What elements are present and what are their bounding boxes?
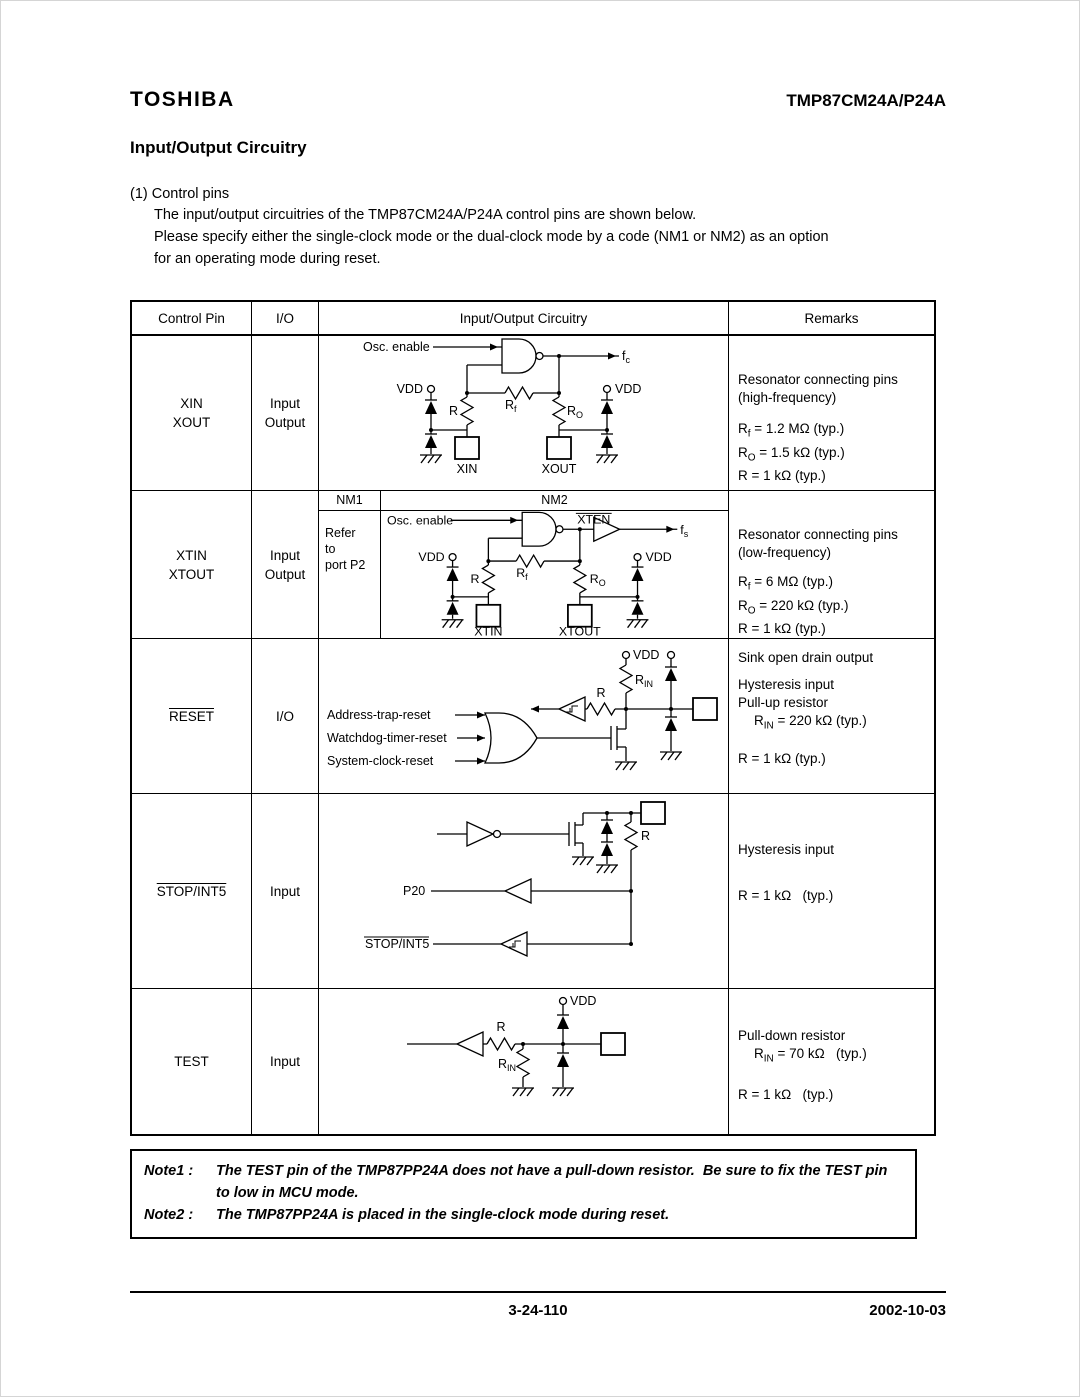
ground-icon xyxy=(596,455,618,463)
r-label: R xyxy=(470,571,480,586)
document-header xyxy=(130,88,946,118)
arrowhead-icon xyxy=(477,735,485,742)
remark-line: $R_O = 220$ kΩ (typ.) xyxy=(738,597,849,617)
intro-line: The input/output circuitries of the TMP87CM24A/P24A control pins are shown below. xyxy=(154,207,697,223)
circuit-cell-test xyxy=(319,989,729,1134)
refer-line: to xyxy=(325,542,336,556)
resistor-ro xyxy=(553,397,565,425)
ground-icon xyxy=(627,620,649,628)
io-value: Input xyxy=(269,883,301,899)
system-clock-reset-label: System-clock-reset xyxy=(327,754,434,768)
arrowhead-icon xyxy=(510,517,518,524)
remark-line: $R_{IN} = 220$ kΩ (typ.) xyxy=(754,713,867,732)
note-item xyxy=(144,1204,903,1226)
io-cell xyxy=(252,794,319,989)
vdd-terminal xyxy=(560,998,567,1005)
vdd-label: VDD xyxy=(615,382,642,396)
diode-icon xyxy=(665,717,677,731)
remark-line: Hysteresis input xyxy=(738,677,835,692)
refer-line: port P2 xyxy=(325,558,366,572)
io-value: I/O xyxy=(275,708,294,724)
diode-icon xyxy=(557,1053,569,1067)
stop-int5-label: STOP/INT5 xyxy=(365,937,430,951)
inverter-icon xyxy=(467,822,493,846)
arrowhead-icon xyxy=(531,706,539,713)
diode-icon xyxy=(425,434,437,448)
io-value: Input xyxy=(269,547,301,563)
circuit-cell-xin-xout xyxy=(319,336,729,491)
intro-line: Please specify either the single-clock mode or the dual-clock mode by a code (NM1 or NM2) as an option xyxy=(154,229,829,245)
pin-name: STOP/INT5 xyxy=(156,883,227,899)
document-date: 2002-10-03 xyxy=(869,1302,946,1319)
remark-line: Sink open drain output xyxy=(738,650,874,665)
io-value: Output xyxy=(264,415,306,430)
vdd-terminal xyxy=(623,652,630,659)
ground-icon xyxy=(552,1088,574,1096)
diode-icon xyxy=(665,667,677,681)
hysteresis-symbol xyxy=(509,941,521,947)
table-row-xin-xout xyxy=(132,336,934,491)
circuit-cell-reset xyxy=(319,639,729,794)
circuit-cell-stop-int5 xyxy=(319,794,729,989)
vdd-label: VDD xyxy=(645,550,672,565)
note-label: Note2 : xyxy=(144,1207,194,1223)
resistor-rin xyxy=(517,1049,529,1077)
ground-icon xyxy=(512,1088,534,1096)
note-item xyxy=(144,1160,903,1204)
remark-line: Resonator connecting pins xyxy=(738,527,898,542)
diode-icon xyxy=(447,567,459,581)
remark-line: (low-frequency) xyxy=(738,545,832,560)
table-row-stop-int5 xyxy=(132,794,934,989)
xtin-pad xyxy=(476,605,500,627)
osc-enable-label: Osc. enable xyxy=(363,340,430,354)
ground-icon xyxy=(442,620,464,628)
intro-line: for an operating mode during reset. xyxy=(154,251,381,267)
nm-subbody xyxy=(319,511,728,638)
io-cell xyxy=(252,989,319,1134)
stop-int5-pad xyxy=(641,802,665,824)
nand-gate-icon xyxy=(502,339,543,373)
vdd-label: VDD xyxy=(633,648,660,662)
part-number: TMP87CM24A/P24A xyxy=(786,91,946,110)
osc-enable-label: Osc. enable xyxy=(386,513,454,528)
arrowhead-icon xyxy=(477,712,485,719)
control-pin-cell xyxy=(132,794,252,989)
io-cell xyxy=(252,336,319,491)
remark-line: R = 1 kΩ (typ.) xyxy=(738,621,826,637)
hysteresis-buffer-icon xyxy=(501,932,527,956)
address-trap-reset-label: Address-trap-reset xyxy=(327,708,431,722)
xin-xout-circuit-diagram xyxy=(319,336,727,487)
r-label: R xyxy=(496,1020,506,1034)
nm-subheader xyxy=(319,491,728,511)
io-value: Input xyxy=(269,396,301,411)
diode-icon xyxy=(557,1015,569,1029)
diode-icon xyxy=(601,434,613,448)
remark-line: R = 1 kΩ (typ.) xyxy=(738,468,826,484)
io-value: Input xyxy=(269,1054,301,1069)
r-label: R xyxy=(641,829,651,843)
resistor-r xyxy=(625,822,637,850)
remark-line: R = 1 kΩ (typ.) xyxy=(738,1086,834,1102)
remarks-cell xyxy=(729,794,934,989)
watchdog-timer-reset-label: Watchdog-timer-reset xyxy=(327,731,447,745)
rf-label: $R_f$ xyxy=(505,398,517,414)
arrowhead-icon xyxy=(608,353,616,360)
remark-line: Hysteresis input xyxy=(738,842,835,857)
notes-box xyxy=(130,1149,917,1239)
remark-line: (high-frequency) xyxy=(738,390,837,405)
or-gate-icon xyxy=(485,713,537,763)
note-text: The TEST pin of the TMP87PP24A does not have a pull-down resistor. Be sure to fix the TEST pin to low in MCU mode. xyxy=(216,1163,892,1201)
refer-line: Refer xyxy=(325,526,356,540)
pin-name: RESET xyxy=(168,708,214,724)
remark-line: R = 1 kΩ (typ.) xyxy=(738,750,826,766)
diode-icon xyxy=(601,820,613,834)
diode-icon xyxy=(601,400,613,414)
vdd-label: VDD xyxy=(396,382,423,396)
resistor-rin xyxy=(620,665,632,693)
remark-line: $R_f = 1.2$ MΩ (typ.) xyxy=(738,421,845,440)
col-header-io: I/O xyxy=(252,302,319,336)
remarks-cell xyxy=(729,989,934,1134)
inverter-bubble xyxy=(494,831,501,838)
remark-line: Pull-up resistor xyxy=(738,695,829,710)
diode-icon xyxy=(601,842,613,856)
ro-label: $R_O$ xyxy=(589,571,606,588)
col-header-remarks: Remarks xyxy=(729,302,934,336)
diode-icon xyxy=(447,601,459,615)
col-header-control-pin: Control Pin xyxy=(132,302,252,336)
ro-label: $R_O$ xyxy=(567,404,584,420)
ground-icon xyxy=(660,752,682,760)
xtin-xtout-circuit-diagram xyxy=(381,511,727,637)
resistor-r xyxy=(482,565,494,593)
stop-int5-circuit-diagram xyxy=(319,794,727,987)
rf-label: $R_f$ xyxy=(516,565,528,582)
page-title: Input/Output Circuitry xyxy=(130,138,307,157)
intro-paragraph xyxy=(154,204,946,270)
remark-line: Pull-down resistor xyxy=(738,1028,846,1043)
buffer-icon xyxy=(457,1032,483,1056)
io-cell xyxy=(252,491,319,639)
xtout-pad-label: XTOUT xyxy=(558,624,601,637)
toshiba-logo: TOSHIBA xyxy=(130,88,235,111)
reset-pad xyxy=(693,698,717,720)
nm1-note xyxy=(319,511,381,638)
table-header-row xyxy=(132,302,934,336)
ground-icon xyxy=(596,865,618,873)
wires xyxy=(407,1005,601,1088)
document-footer xyxy=(130,1291,946,1331)
xin-pad xyxy=(455,437,479,459)
vdd-label: VDD xyxy=(418,550,445,565)
io-cell xyxy=(252,639,319,794)
xout-pad-label: XOUT xyxy=(541,462,577,476)
note-label: Note1 : xyxy=(144,1163,194,1179)
hysteresis-symbol xyxy=(566,706,578,712)
nm2-header: NM2 xyxy=(541,493,568,507)
io-value: Output xyxy=(264,566,306,582)
xout-pad xyxy=(547,437,571,459)
section-heading: (1) Control pins xyxy=(130,186,230,202)
xtout-pad xyxy=(568,605,592,627)
remarks-cell xyxy=(729,639,934,794)
table-row-test xyxy=(132,989,934,1134)
xten-label: XTEN xyxy=(577,512,611,527)
vdd-terminal xyxy=(449,554,456,561)
remark-line: $R_f = 6$ MΩ (typ.) xyxy=(738,574,834,593)
note-text: The TMP87PP24A is placed in the single-clock mode during reset. xyxy=(216,1207,670,1223)
resistor-r xyxy=(587,703,615,715)
xin-pad-label: XIN xyxy=(456,462,478,476)
pin-name: XOUT xyxy=(172,415,211,430)
pin-name: XTOUT xyxy=(168,566,215,582)
vdd-label: VDD xyxy=(570,994,597,1008)
datasheet-page xyxy=(130,88,946,1331)
arrowhead-icon xyxy=(666,526,674,533)
arrowhead-icon xyxy=(490,344,498,351)
io-circuitry-table xyxy=(130,300,936,1136)
remarks-cell xyxy=(729,336,934,491)
remark-line: $R_O = 1.5$ kΩ (typ.) xyxy=(738,444,845,464)
ground-icon xyxy=(572,857,594,865)
vdd-terminal xyxy=(428,386,435,393)
nm1-header: NM1 xyxy=(319,491,381,510)
control-pin-cell xyxy=(132,491,252,639)
table-row-xtin-xtout xyxy=(132,491,934,639)
reset-circuit-diagram xyxy=(319,639,727,792)
ground-icon xyxy=(420,455,442,463)
buffer-icon xyxy=(505,879,531,903)
resistor-ro xyxy=(574,565,586,593)
col-header-circuitry: Input/Output Circuitry xyxy=(319,302,729,336)
ground-icon xyxy=(615,762,637,770)
test-circuit-diagram xyxy=(319,989,727,1132)
remarks-cell xyxy=(729,491,934,639)
circuit-cell-xtin-xtout xyxy=(319,491,729,639)
control-pin-cell xyxy=(132,989,252,1134)
vdd-terminal xyxy=(634,554,641,561)
rin-label: $R_{IN}$ xyxy=(635,673,654,689)
remark-line: $R_{IN} = 70$ kΩ (typ.) xyxy=(754,1046,867,1065)
diode-icon xyxy=(632,601,644,615)
resistor-r xyxy=(461,397,473,425)
pin-name: XIN xyxy=(180,396,203,411)
table-row-reset xyxy=(132,639,934,794)
fc-label: $f_c$ xyxy=(622,349,630,365)
fs-label: $f_s$ xyxy=(680,523,689,540)
test-pad xyxy=(601,1033,625,1055)
xtin-pad-label: XTIN xyxy=(474,624,503,637)
diode-icon xyxy=(425,400,437,414)
control-pin-cell xyxy=(132,639,252,794)
r-label: R xyxy=(448,404,458,418)
r-label: R xyxy=(596,686,606,700)
remark-line: R = 1 kΩ (typ.) xyxy=(738,888,834,903)
vdd-terminal xyxy=(604,386,611,393)
diode-icon xyxy=(632,567,644,581)
nand-gate-icon xyxy=(522,512,563,546)
control-pin-cell xyxy=(132,336,252,491)
remark-line: Resonator connecting pins xyxy=(738,372,898,387)
pin-name: TEST xyxy=(174,1054,209,1069)
p20-label: P20 xyxy=(403,884,426,898)
rin-label: $R_{IN}$ xyxy=(497,1057,516,1073)
pin-name: XTIN xyxy=(176,547,207,563)
page-number: 3-24-110 xyxy=(508,1302,568,1319)
resistor-r xyxy=(487,1038,515,1050)
vdd-terminal xyxy=(668,652,675,659)
arrowhead-icon xyxy=(477,758,485,765)
